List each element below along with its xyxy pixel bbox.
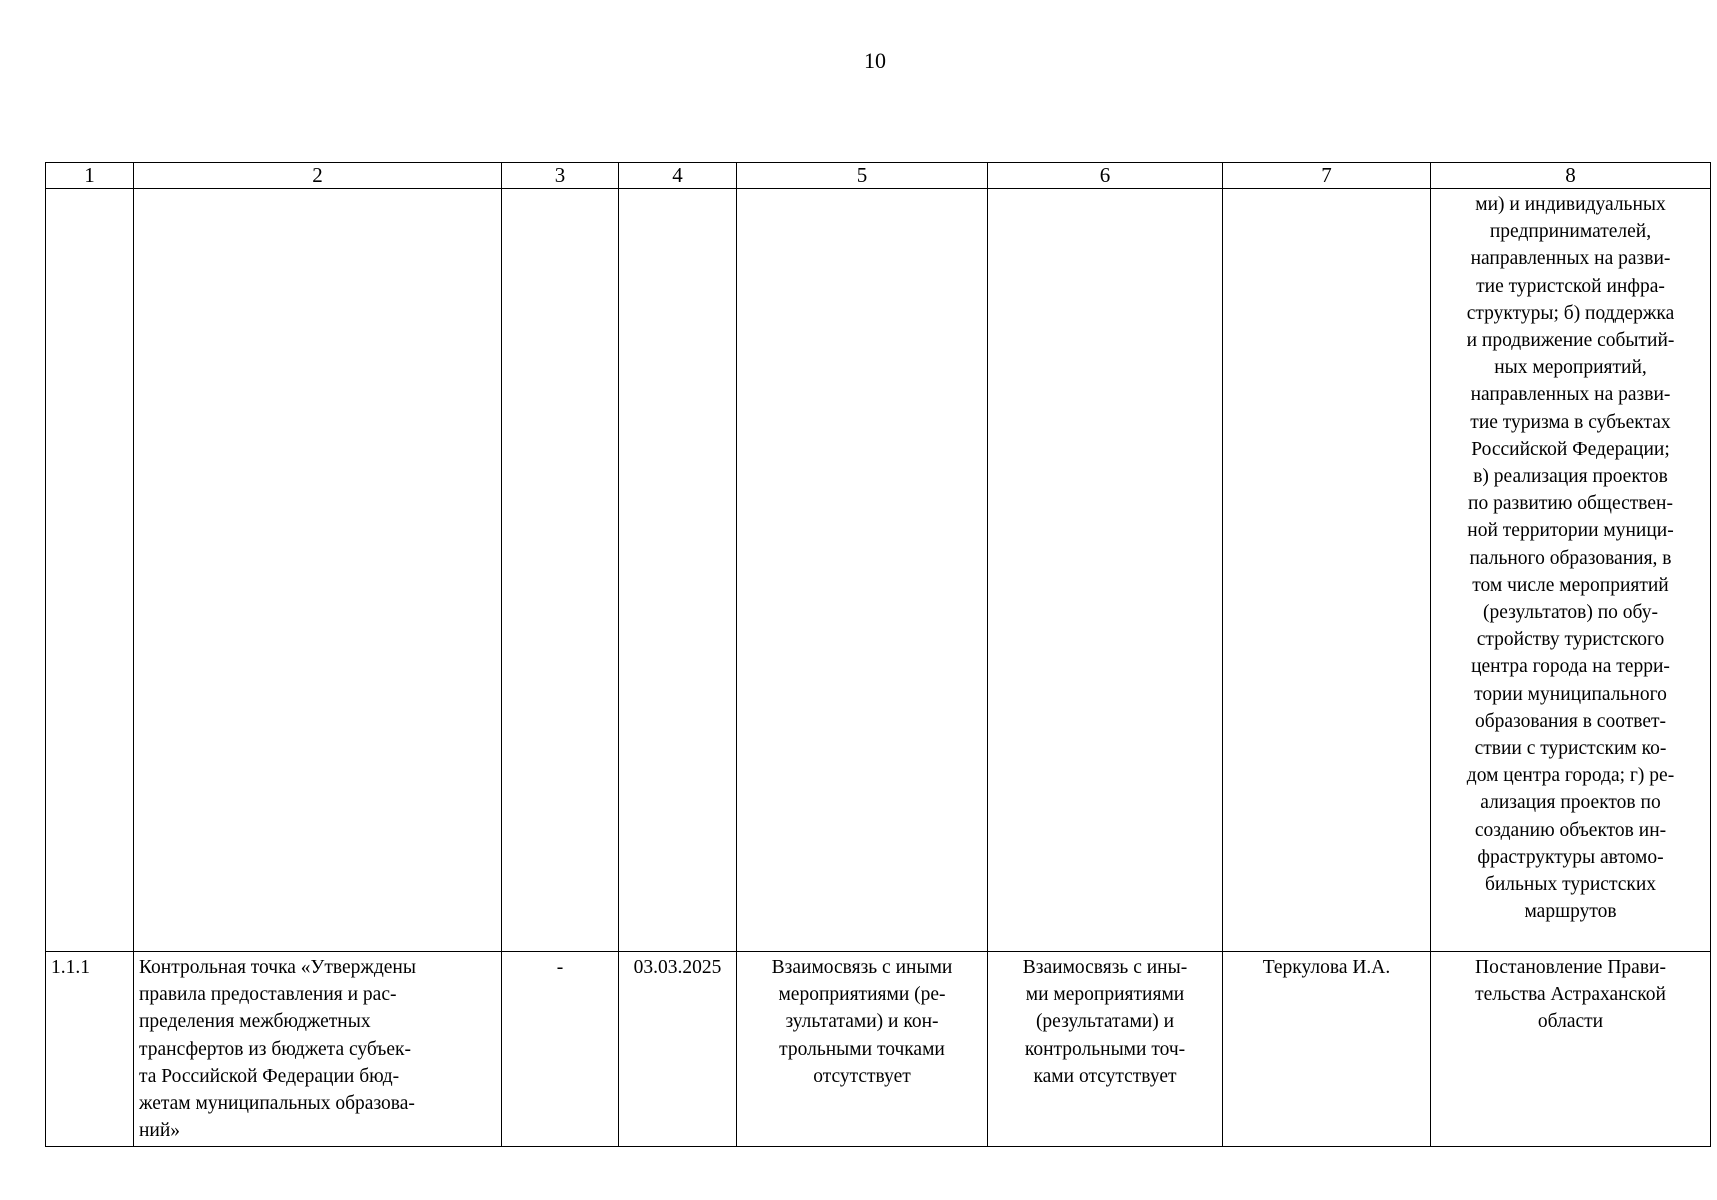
text-line: отсутствует xyxy=(813,1065,911,1087)
text-line: тие туристской инфра- xyxy=(1476,275,1665,297)
text-line: том числе мероприятий xyxy=(1472,574,1669,596)
text-line: дом центра города; г) ре- xyxy=(1466,765,1675,787)
text-line: пального образования, в xyxy=(1469,547,1672,569)
header-cell: 5 xyxy=(737,163,988,189)
text-line: Взаимосвязь с ины- xyxy=(1022,957,1188,978)
text-line: образования в соответ- xyxy=(1474,710,1666,732)
page-number: 10 xyxy=(864,48,886,73)
item-number-cell: 1.1.1 xyxy=(46,952,134,1147)
text-line: зультатами) и кон- xyxy=(785,1011,939,1033)
table-cell xyxy=(1223,189,1431,952)
text-line: тельства Астраханской xyxy=(1475,984,1666,1006)
document-table xyxy=(45,162,1711,1147)
table-header-row xyxy=(46,163,1711,189)
start-date-cell: - xyxy=(502,952,619,1147)
text-line: области xyxy=(1537,1011,1604,1033)
text-line: трансфертов из бюджета субъек- xyxy=(139,1038,412,1060)
table-cell xyxy=(737,189,988,952)
text-line: (результатов) по обу- xyxy=(1483,602,1658,624)
table-cell xyxy=(619,189,737,952)
text-line: контрольными точ- xyxy=(1024,1038,1186,1060)
text-line: ками отсутствует xyxy=(1033,1065,1177,1087)
table-cell xyxy=(502,189,619,952)
header-cell: 7 xyxy=(1223,163,1431,189)
table-row-1-1-1 xyxy=(46,952,1711,1147)
text-line: ных мероприятий, xyxy=(1494,357,1647,379)
text-line: трольными точками xyxy=(779,1038,945,1060)
text-line: ствии с туристским ко- xyxy=(1474,738,1667,760)
header-cell: 4 xyxy=(619,163,737,189)
text-line: предпринимателей, xyxy=(1489,221,1652,243)
header-cell: 1 xyxy=(46,163,134,189)
text-line: направленных на разви- xyxy=(1470,248,1671,270)
text-line: созданию объектов ин- xyxy=(1474,819,1667,841)
text-line: ми мероприятиями xyxy=(1025,984,1185,1006)
table-cell xyxy=(988,189,1223,952)
text-line: и продвижение событий- xyxy=(1466,330,1675,352)
text-line: Российской Федерации; xyxy=(1471,438,1670,460)
text-line: тории муниципального xyxy=(1474,683,1667,705)
text-line: по развитию обществен- xyxy=(1468,493,1673,515)
text-line: бильных туристских xyxy=(1484,874,1657,896)
header-cell: 8 xyxy=(1431,163,1711,189)
text-line: Постановление Прави- xyxy=(1475,957,1666,978)
text-line: ализация проектов по xyxy=(1480,792,1661,814)
text-line: пределения межбюджетных xyxy=(139,1011,371,1033)
text-line: маршрутов xyxy=(1524,901,1617,923)
text-line: (результатами) и xyxy=(1035,1011,1175,1033)
header-cell: 6 xyxy=(988,163,1223,189)
responsible-person-cell: Теркулова И.А. xyxy=(1223,952,1431,1147)
end-date-cell: 03.03.2025 xyxy=(619,952,737,1147)
text-line: ми) и индивидуальных xyxy=(1475,194,1666,215)
text-line: та Российской Федерации бюд- xyxy=(139,1065,400,1087)
text-line: ний» xyxy=(139,1120,181,1142)
text-line: мероприятиями (ре- xyxy=(778,984,946,1006)
text-line: в) реализация проектов xyxy=(1473,466,1668,488)
table-row-continuation xyxy=(46,189,1711,952)
text-line: стройству туристского xyxy=(1476,629,1665,651)
text-line: Взаимосвязь с иными xyxy=(771,957,953,978)
result-description-cell xyxy=(1431,189,1711,952)
text-line: направленных на разви- xyxy=(1470,384,1671,406)
text-line: ной территории муници- xyxy=(1467,520,1674,542)
header-cell: 2 xyxy=(134,163,502,189)
checkpoint-name-cell xyxy=(134,952,502,1147)
text-line: жетам муниципальных образова- xyxy=(139,1093,415,1115)
table-cell xyxy=(46,189,134,952)
table-cell xyxy=(134,189,502,952)
text-line: Контрольная точка «Утверждены xyxy=(139,957,416,978)
text-line: центра города на терри- xyxy=(1471,656,1670,678)
text-line: фраструктуры автомо- xyxy=(1477,846,1664,868)
text-line: структуры; б) поддержка xyxy=(1466,302,1675,324)
text-line: правила предоставления и рас- xyxy=(139,984,397,1006)
text-line: тие туризма в субъектах xyxy=(1470,411,1671,433)
header-cell: 3 xyxy=(502,163,619,189)
document-type-cell xyxy=(1431,952,1711,1147)
successor-cell xyxy=(988,952,1223,1147)
predecessor-cell xyxy=(737,952,988,1147)
